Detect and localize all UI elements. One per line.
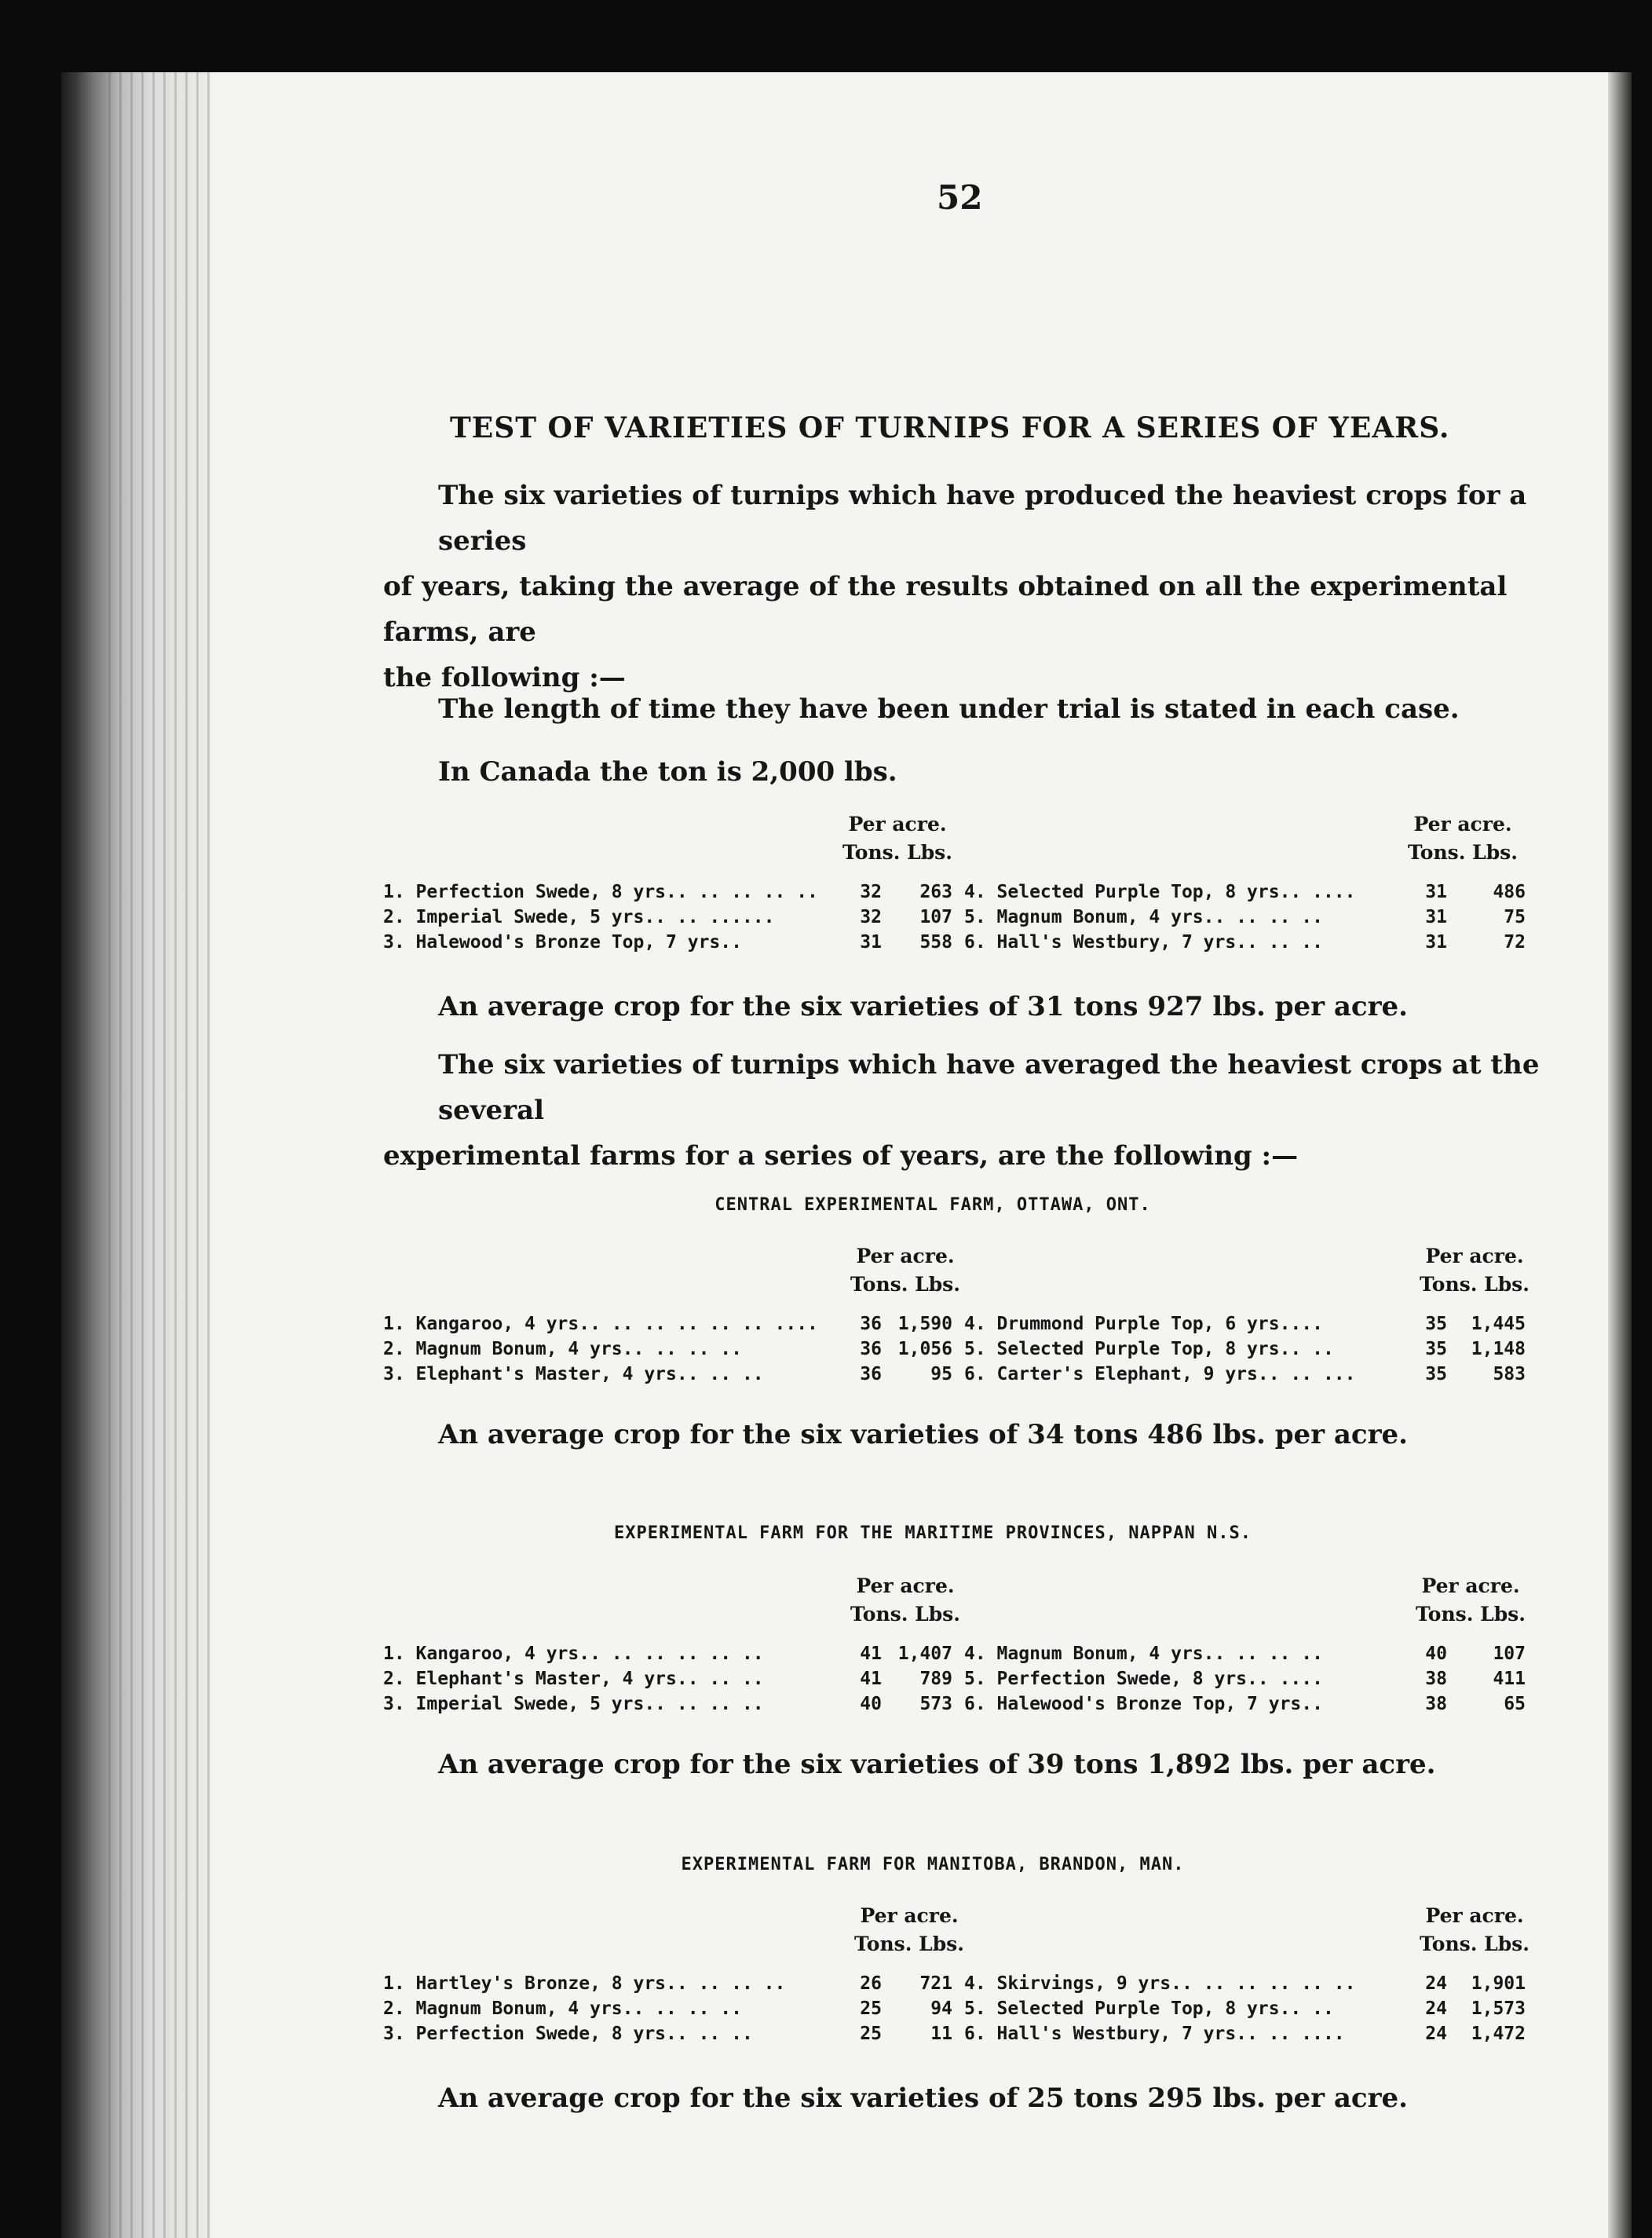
col-header-left: Per acre. Tons. Lbs.	[850, 1574, 960, 1625]
table-row: 2. Magnum Bonum, 4 yrs.. .. .. .. 36 1,056 5. Selected Purple Top, 8 yrs.. .. 35 1,148	[383, 1339, 1526, 1359]
table-row: 1. Kangaroo, 4 yrs.. .. .. .. .. .. 41 1,407 4. Magnum Bonum, 4 yrs.. .. .. .. 40 107	[383, 1644, 1526, 1664]
col-header-left: Per acre. Tons. Lbs.	[854, 1904, 964, 1955]
average-line: An average crop for the six varieties of 31 tons 927 lbs. per acre.	[438, 991, 1408, 1022]
intro-line: The six varieties of turnips which have produced the heaviest crops for a series	[438, 480, 1527, 557]
table-row: 3. Perfection Swede, 8 yrs.. .. .. 25 11 6. Hall's Westbury, 7 yrs.. .. .... 24 1,472	[383, 2024, 1526, 2044]
table-row: 3. Halewood's Bronze Top, 7 yrs.. 31 558 6. Hall's Westbury, 7 yrs.. .. .. 31 72	[383, 932, 1526, 953]
section-title: EXPERIMENTAL FARM FOR THE MARITIME PROVINCES, NAPPAN N.S.	[614, 1523, 1252, 1543]
col-header-left: Per acre. Tons. Lbs.	[842, 813, 952, 864]
intro-line: of years, taking the average of the results obtained on all the experimental farms, are	[383, 571, 1508, 648]
page-right-edge	[1608, 72, 1632, 2238]
col-header-right: Per acre. Tons. Lbs.	[1408, 813, 1518, 864]
intro-line: the following :—	[383, 662, 626, 693]
average-line: An average crop for the six varieties of 39 tons 1,892 lbs. per acre.	[438, 1749, 1436, 1780]
col-header-right: Per acre. Tons. Lbs.	[1420, 1245, 1530, 1296]
section-title: CENTRAL EXPERIMENTAL FARM, OTTAWA, ONT.	[715, 1195, 1151, 1215]
average-line: An average crop for the six varieties of 25 tons 295 lbs. per acre.	[438, 2083, 1408, 2114]
average-line: An average crop for the six varieties of 34 tons 486 lbs. per acre.	[438, 1419, 1408, 1450]
table-row: 1. Hartley's Bronze, 8 yrs.. .. .. .. 26 721 4. Skirvings, 9 yrs.. .. .. .. .. .. 24 1,901	[383, 1973, 1526, 1994]
table-row: 2. Elephant's Master, 4 yrs.. .. .. 41 789 5. Perfection Swede, 8 yrs.. .... 38 411	[383, 1669, 1526, 1689]
intro2-paragraph: The six varieties of turnips which have averaged the heaviest crops at the several experimental farms for a series of years, are the following :—	[383, 1049, 1540, 1172]
trial-paragraph: The length of time they have been under trial is stated in each case.	[438, 693, 1460, 725]
intro-paragraph	[383, 473, 1545, 700]
table-row: 3. Imperial Swede, 5 yrs.. .. .. .. 40 573 6. Halewood's Bronze Top, 7 yrs.. 38 65	[383, 1694, 1526, 1714]
page-title: TEST OF VARIETIES OF TURNIPS FOR A SERIES OF YEARS.	[450, 411, 1450, 444]
table-row: 3. Elephant's Master, 4 yrs.. .. .. 36 95 6. Carter's Elephant, 9 yrs.. .. ... 35 583	[383, 1364, 1526, 1384]
document-page	[61, 72, 1632, 2238]
col-header-right: Per acre. Tons. Lbs.	[1416, 1574, 1526, 1625]
table-row: 1. Kangaroo, 4 yrs.. .. .. .. .. .. .... 36 1,590 4. Drummond Purple Top, 6 yrs.... 35 1,445	[383, 1314, 1526, 1334]
table-row: 1. Perfection Swede, 8 yrs.. .. .. .. .. 32 263 4. Selected Purple Top, 8 yrs.. .... 31 486	[383, 882, 1526, 902]
table-row: 2. Magnum Bonum, 4 yrs.. .. .. .. 25 94 5. Selected Purple Top, 8 yrs.. .. 24 1,573	[383, 1998, 1526, 2019]
col-header-right: Per acre. Tons. Lbs.	[1420, 1904, 1530, 1955]
ton-paragraph: In Canada the ton is 2,000 lbs.	[438, 756, 897, 788]
section-title: EXPERIMENTAL FARM FOR MANITOBA, BRANDON, MAN.	[681, 1855, 1185, 1874]
col-header-left: Per acre. Tons. Lbs.	[850, 1245, 960, 1296]
table-row: 2. Imperial Swede, 5 yrs.. .. ...... 32 107 5. Magnum Bonum, 4 yrs.. .. .. .. 31 75	[383, 907, 1526, 927]
page-edges	[108, 72, 210, 2238]
page-number: 52	[937, 178, 983, 217]
